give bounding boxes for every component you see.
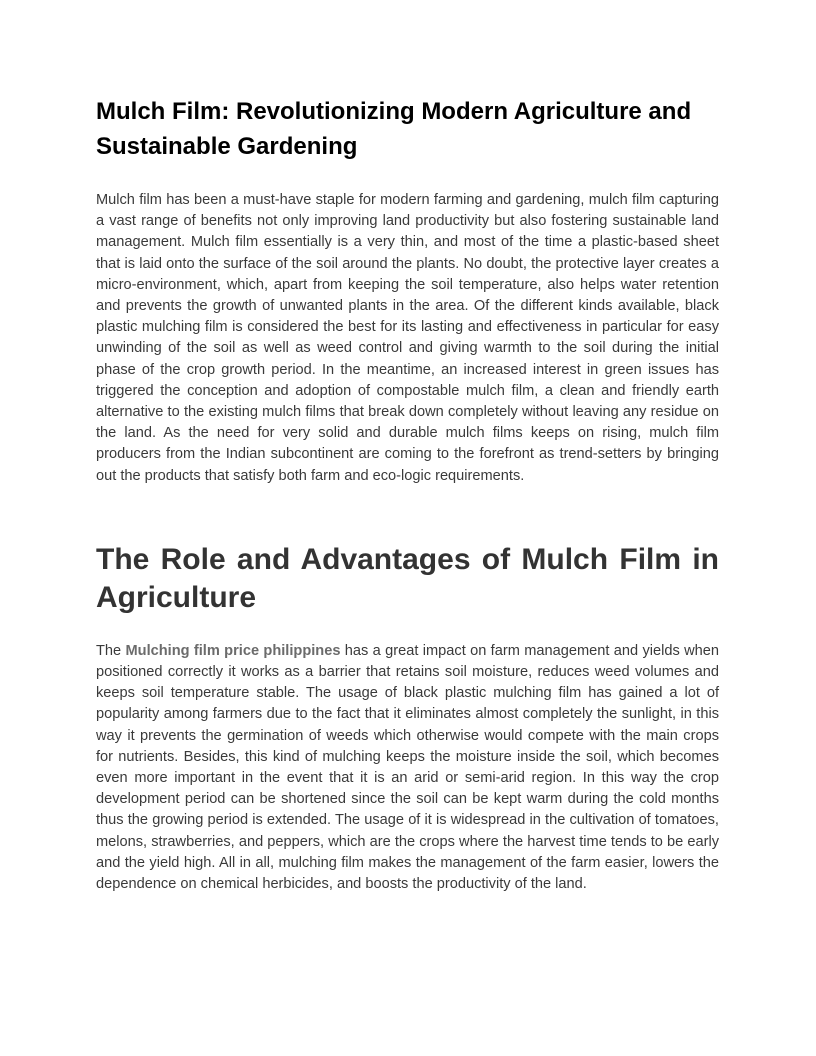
intro-paragraph: Mulch film has been a must-have staple for modern farming and gardening, mulch film capturing a vast range of benefits not only improving land productivity but also fostering sustainable land management. Mulch film essentially is a very thin, and most of the time a plastic-based sheet that is laid onto the surface of the soil around the plants. No doubt, the protective layer creates a micro-environment, which, apart from keeping the soil temperature, also helps water retention and prevents the growth of unwanted plants in the area. Of the different kinds available, black plastic mulching film is considered the best for its lasting and effectiveness in particular for easy unwinding of the soil as well as weed control and giving warmth to the soil during the initial phase of the crop growth period. In the meantime, an increased interest in green issues has triggered the conception and adoption of compostable mulch film, a clean and friendly earth alternative to the existing mulch films that break down completely without leaving any residue on the land. As the need for very solid and durable mulch films keeps on rising, mulch film producers from the Indian subcontinent are coming to the forefront as trend-setters by bringing out the products that satisfy both farm and eco-logic requirements.: [96, 192, 719, 484]
section-heading: The Role and Advantages of Mulch Film in Agriculture: [96, 542, 719, 614]
section-paragraph: [96, 641, 719, 895]
document-page: [96, 94, 719, 895]
mulching-film-price-link[interactable]: Mulching film price philippines: [125, 642, 341, 659]
section-paragraph-prefix: The: [96, 642, 126, 659]
section-paragraph-body: has a great impact on farm management and yields when positioned correctly it works as a barrier that retains soil moisture, reduces weed volumes and keeps soil temperature stable. The usage of black plastic mulching film has gained a lot of popularity among farmers due to the fact that it eliminates almost completely the sunlight, in this way it prevents the germination of weeds which otherwise would compete with the main crops for nutrients. Besides, this kind of mulching keeps the moisture inside the soil, which becomes even more important in the event that it is an arid or semi-arid region. In this way the crop development period can be shortened since the soil can be kept warm during the cold months thus the growing period is extended. The usage of it is widespread in the cultivation of tomatoes, melons, strawberries, and peppers, which are the crops where the harvest time tends to be early and the yield high. All in all, mulching film makes the management of the farm easier, lowers the dependence on chemical herbicides, and boosts the productivity of the land.: [96, 642, 720, 893]
document-title: Mulch Film: Revolutionizing Modern Agriculture and Sustainable Gardening: [96, 98, 692, 160]
